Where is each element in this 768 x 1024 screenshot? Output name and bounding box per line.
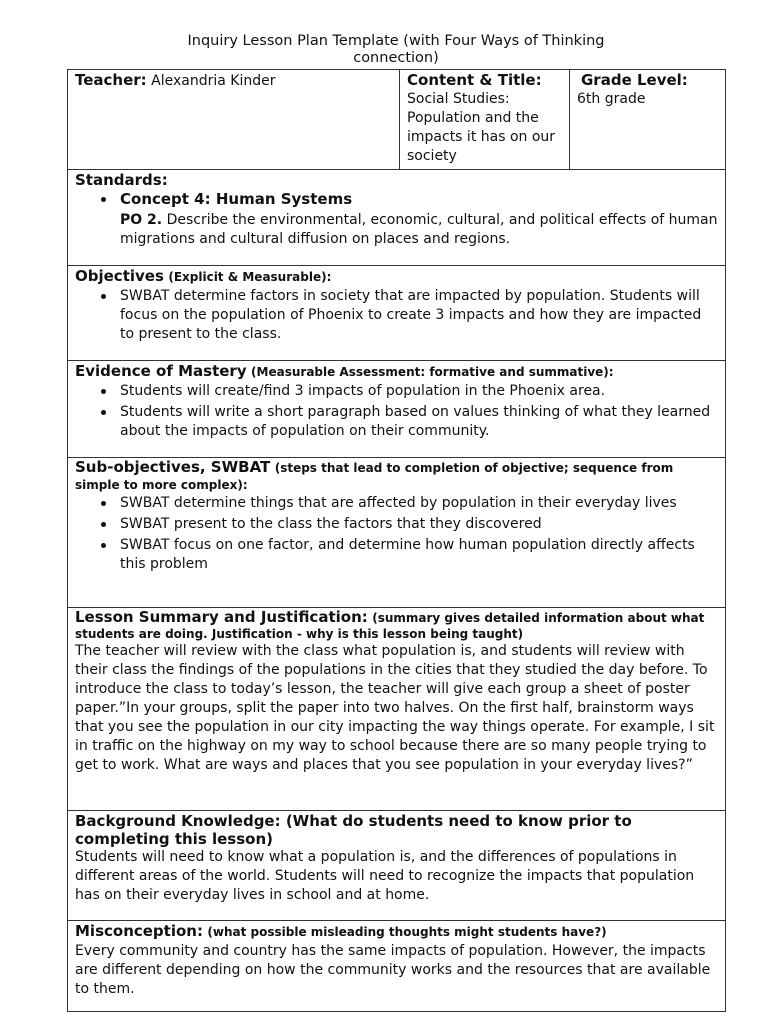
grade-level-label: Grade Level: [581,71,688,89]
subobjectives-label: Sub-objectives, SWBAT [75,458,271,476]
objectives-row [68,266,726,361]
summary-note: (summary gives detailed information about what students are doing. Justification - why is this lesson being taught) [75,611,705,641]
summary-text: The teacher will review with the class what population is, and students will review with their class the findings of the populations in the cities that they studied the day before. To introduce the class to today’s lesson, the teacher will give each group a sheet of poster paper.”In your groups, split the paper into two halves. On the first half, brainstorm ways that you see the population in our city impacting the way things operate. For example, I sit in traffic on the highway on my way to school because there are so many people trying to get to work. What are ways and places that you see population in your everyday lives?” [75,643,715,773]
content-title-label: Content & Title: [407,71,542,89]
evidence-note: (Measurable Assessment: formative and summative): [251,365,614,379]
objectives-note: (Explicit & Measurable): [168,270,332,284]
subobjectives-list [75,494,718,574]
content-title-value: Social Studies: Population and the impacts it has on our society [407,91,556,164]
background-row [68,811,726,921]
evidence-item: Students will write a short paragraph based on values thinking of what they learned about the impacts of population on their community. [120,403,718,441]
evidence-heading [75,362,718,382]
header-row [68,70,726,170]
lesson-plan-table [67,69,726,1012]
misconception-heading [75,922,718,942]
summary-label: Lesson Summary and Justification: [75,608,368,626]
title-line-1: Inquiry Lesson Plan Template (with Four Ways of Thinking [187,33,605,49]
summary-cell [68,608,726,811]
standards-row [68,170,726,266]
teacher-name: Alexandria Kinder [151,73,276,89]
objectives-cell [68,266,726,361]
objectives-heading [75,267,718,287]
misconception-text: Every community and country has the same impacts of population. However, the impacts are different depending on how the community works and the resources that are available to them. [75,943,711,997]
misconception-cell [68,921,726,1012]
evidence-label: Evidence of Mastery [75,362,247,380]
teacher-label: Teacher: [75,71,147,89]
misconception-row [68,921,726,1012]
evidence-cell [68,361,726,458]
subobjective-item: SWBAT present to the class the factors that they discovered [120,515,718,534]
misconception-note: (what possible misleading thoughts might students have?) [207,925,607,939]
background-label: Background Knowledge: (What do students need to know prior to completing this lesson) [75,812,632,848]
objective-item: SWBAT determine factors in society that are impacted by population. Students will focus on the population of Phoenix to create 3 impacts and how they are impacted to present to the class. [120,287,718,344]
background-cell [68,811,726,921]
po-label: PO 2. [120,212,163,228]
po-text: Describe the environmental, economic, cultural, and political effects of human migrations and cultural diffusion on places and regions. [120,212,718,247]
standards-label: Standards: [75,171,168,189]
subobjective-item: SWBAT focus on one factor, and determine how human population directly affects this problem [120,536,718,574]
subobjectives-heading [75,459,718,494]
standards-po [75,211,718,249]
objectives-list [75,287,718,344]
subobjectives-cell [68,458,726,608]
subobjectives-note: (steps that lead to completion of objective; sequence from simple to more complex): [75,461,674,492]
title-line-2: connection) [353,50,439,66]
standards-concept: Concept 4: Human Systems [120,190,718,209]
evidence-row [68,361,726,458]
evidence-item: Students will create/find 3 impacts of population in the Phoenix area. [120,382,718,401]
content-title-cell [400,70,570,170]
summary-heading [75,609,718,642]
standards-cell [68,170,726,266]
objectives-label: Objectives [75,267,164,285]
page-title [68,33,724,67]
grade-level-value: 6th grade [577,91,646,107]
subobjective-item: SWBAT determine things that are affected by population in their everyday lives [120,494,718,513]
subobjectives-row [68,458,726,608]
evidence-list [75,382,718,441]
misconception-label: Misconception: [75,922,203,940]
teacher-cell [68,70,400,170]
summary-row [68,608,726,811]
background-text: Students will need to know what a population is, and the differences of populations in different areas of the world. Students will need to recognize the impacts that population has on their everyday lives in school and at home. [75,849,695,903]
grade-level-cell [570,70,726,170]
standards-list [75,190,718,209]
